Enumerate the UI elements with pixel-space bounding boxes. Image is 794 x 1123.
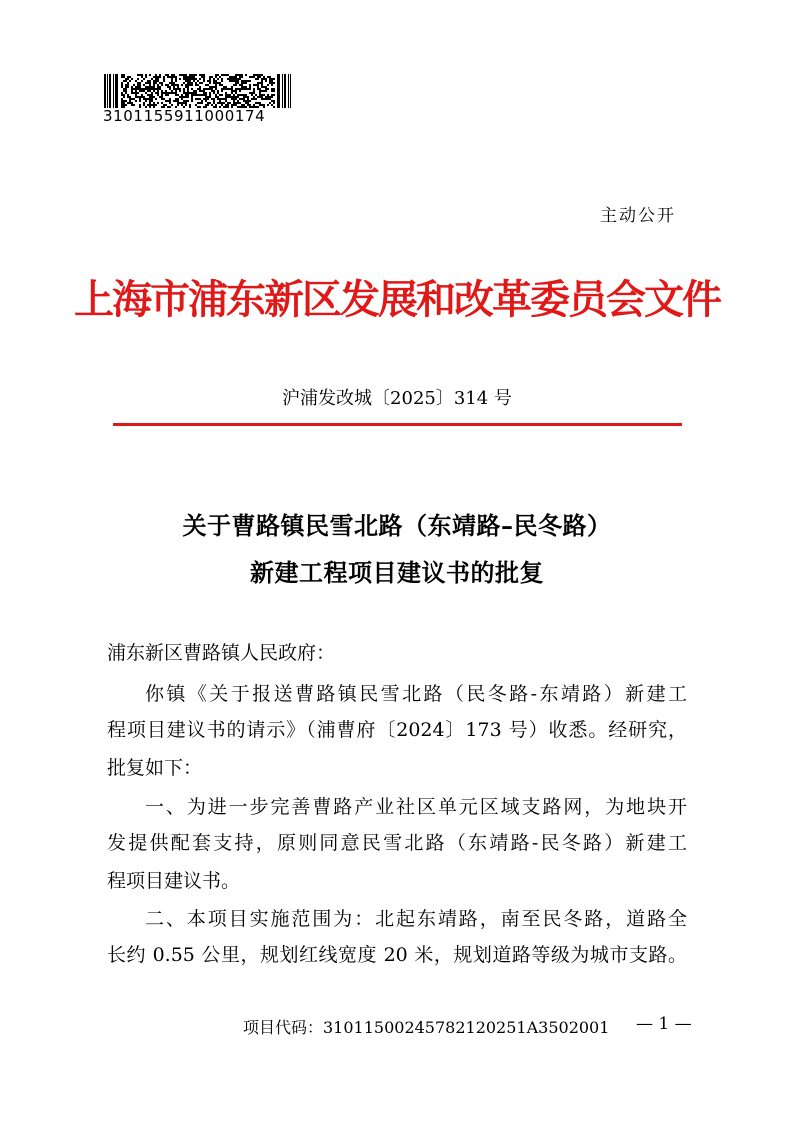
disclosure-label: 主动公开 <box>600 206 676 226</box>
issuer-header-title: 上海市浦东新区发展和改革委员会文件 <box>74 276 720 323</box>
body-text-line: 程项目建议书。 <box>107 870 241 892</box>
barcode-number: 3101155911000174 <box>103 107 266 125</box>
body-text-line: 长约 0.55 公里，规划红线宽度 20 米，规划道路等级为城市支路。 <box>107 944 687 966</box>
body-text-line: 程项目建议书的请示》（浦曹府〔2024〕173 号）收悉。经研究， <box>107 719 687 741</box>
page-number: — 1 — <box>636 1014 692 1034</box>
body-text-line: 发提供配套支持，原则同意民雪北路（东靖路-民冬路）新建工 <box>107 832 687 854</box>
red-divider-line <box>113 423 682 426</box>
document-title-line-1: 关于曹路镇民雪北路（东靖路–民冬路） <box>182 511 612 540</box>
project-code: 项目代码：31011500245782120251A3502001 <box>243 1018 610 1037</box>
barcode-image <box>104 74 291 108</box>
document-number: 沪浦发改城〔2025〕314 号 <box>282 388 512 409</box>
document-title-line-2: 新建工程项目建议书的批复 <box>250 558 544 587</box>
body-text-line: 二、本项目实施范围为：北起东靖路，南至民冬路，道路全 <box>145 908 687 930</box>
body-text-line: 批复如下： <box>107 757 203 779</box>
recipient-line: 浦东新区曹路镇人民政府： <box>107 642 336 664</box>
body-text-line: 一、为进一步完善曹路产业社区单元区域支路网，为地块开 <box>145 796 687 818</box>
body-text-line: 你镇《关于报送曹路镇民雪北路（民冬路-东靖路）新建工 <box>145 683 687 705</box>
